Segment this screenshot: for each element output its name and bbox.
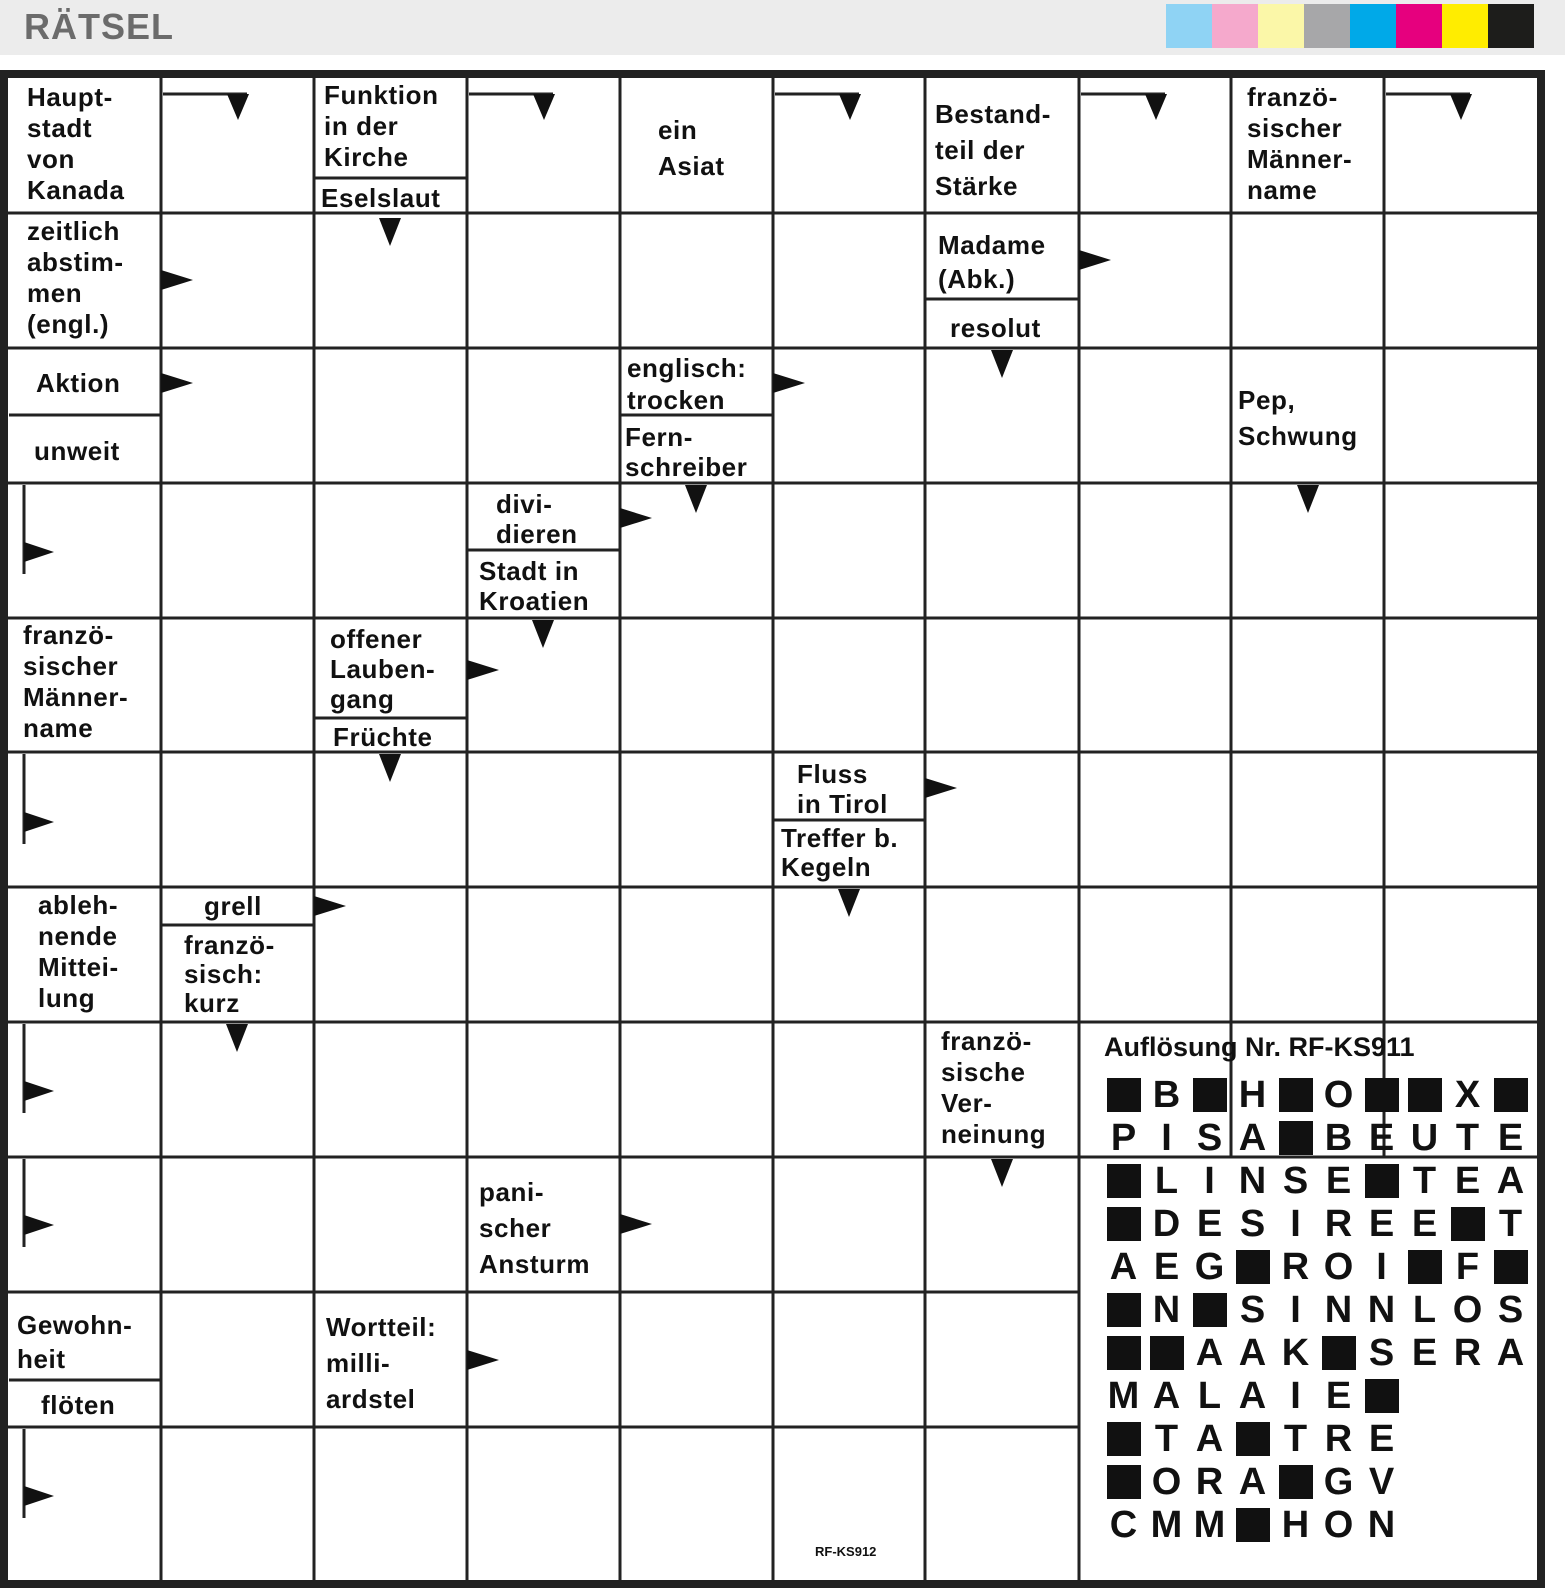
arrow-right-4 [773, 373, 805, 393]
solution-row-8 [1102, 1374, 1403, 1417]
solution-black-cell [1102, 1463, 1145, 1501]
clue-r7c2a: grell [204, 891, 262, 921]
solution-letter: G [1323, 1460, 1354, 1503]
solution-letter: A [1195, 1417, 1224, 1460]
solution-letter: S [1239, 1202, 1266, 1245]
solution-letter: V [1368, 1460, 1395, 1503]
solution-letter: S [1282, 1159, 1309, 1202]
clue-r1c5: ein Asiat [658, 115, 725, 181]
arrow-right-10 [467, 1350, 499, 1370]
clue-r9c4: pani- scher Ansturm [479, 1177, 591, 1279]
solution-black-cell [1403, 1076, 1446, 1114]
solution-black-cell [1489, 1248, 1532, 1286]
bent-arrow-flag-3 [24, 1081, 54, 1101]
color-swatch-5 [1350, 4, 1396, 48]
solution-letter: T [1283, 1417, 1308, 1460]
solution-row-4 [1102, 1202, 1532, 1245]
clue-r2c7b: resolut [950, 313, 1041, 343]
solution-row-2 [1102, 1116, 1532, 1159]
solution-black-cell [1403, 1248, 1446, 1286]
clue-r8c7: franzö- sische Ver- neinung [941, 1026, 1047, 1149]
arrow-right-1 [161, 270, 193, 290]
solution-letter: A [1496, 1331, 1525, 1374]
solution-letter: M [1107, 1374, 1140, 1417]
solution-letter: X [1454, 1073, 1481, 1116]
top-arrow-head-3 [839, 94, 861, 120]
color-swatch-8 [1488, 4, 1534, 48]
solution-letter: O [1323, 1503, 1354, 1546]
arrow-down-4 [1297, 485, 1319, 513]
solution-row-10 [1102, 1460, 1403, 1503]
solution-letter: N [1238, 1159, 1267, 1202]
solution-letter: K [1281, 1331, 1310, 1374]
solution-letter: I [1376, 1245, 1387, 1288]
clue-r10c1b: flöten [41, 1390, 116, 1420]
solution-letter: A [1238, 1116, 1267, 1159]
solution-black-cell [1102, 1291, 1145, 1329]
solution-black-cell [1188, 1291, 1231, 1329]
solution-letter: A [1109, 1245, 1138, 1288]
top-arrow-head-2 [533, 94, 555, 120]
solution-letter: M [1193, 1503, 1226, 1546]
color-swatch-4 [1304, 4, 1350, 48]
arrow-right-3 [161, 373, 193, 393]
solution-letter: O [1452, 1288, 1483, 1331]
top-arrow-head-5 [1450, 94, 1472, 120]
solution-letter: S [1368, 1331, 1395, 1374]
solution-letter: L [1412, 1288, 1437, 1331]
solution-black-cell [1274, 1076, 1317, 1114]
solution-letter: R [1281, 1245, 1310, 1288]
solution-letter: E [1325, 1159, 1352, 1202]
solution-letter: G [1194, 1245, 1225, 1288]
arrow-right-9 [620, 1214, 652, 1234]
bent-arrow-flag-1 [24, 542, 54, 562]
arrow-right-6 [467, 660, 499, 680]
solution-letter: E [1368, 1417, 1395, 1460]
clue-r1c3a: Funktion in der Kirche [324, 80, 439, 172]
solution-black-cell [1274, 1119, 1317, 1157]
clue-r2c7a: Madame (Abk.) [938, 230, 1046, 294]
solution-letter: S [1239, 1288, 1266, 1331]
clue-r10c3: Wortteil: milli- ardstel [326, 1312, 437, 1414]
solution-row-1 [1102, 1073, 1532, 1116]
solution-letter: A [1152, 1374, 1181, 1417]
solution-row-7 [1102, 1331, 1532, 1374]
clue-r3c1b: unweit [34, 436, 120, 466]
solution-letter: U [1410, 1116, 1439, 1159]
solution-letter: D [1152, 1202, 1181, 1245]
clue-r1c7: Bestand- teil der Stärke [935, 99, 1052, 201]
solution-letter: I [1161, 1116, 1172, 1159]
solution-letter: A [1238, 1374, 1267, 1417]
arrow-right-2 [1079, 250, 1111, 270]
top-arrow-head-1 [227, 94, 249, 120]
solution-letter: I [1290, 1288, 1301, 1331]
solution-letter: T [1455, 1116, 1480, 1159]
clue-r5c3b: Früchte [333, 722, 433, 752]
solution-letter: F [1455, 1245, 1480, 1288]
solution-letter: H [1238, 1073, 1267, 1116]
clue-r10c1a: Gewohn- heit [17, 1310, 133, 1374]
arrow-down-9 [991, 1159, 1013, 1187]
solution-black-cell [1102, 1076, 1145, 1114]
solution-black-cell [1231, 1248, 1274, 1286]
solution-black-cell [1446, 1205, 1489, 1243]
arrow-right-8 [314, 896, 346, 916]
solution-letter: I [1204, 1159, 1215, 1202]
clue-r3c1a: Aktion [36, 368, 121, 398]
clue-r1c3b: Eselslaut [321, 183, 441, 213]
solution-letter: O [1323, 1245, 1354, 1288]
solution-letter: O [1323, 1073, 1354, 1116]
clue-r6c6a: Fluss in Tirol [797, 759, 888, 819]
arrow-down-7 [838, 889, 860, 917]
arrow-down-6 [379, 754, 401, 782]
color-calibration-strip [1166, 4, 1534, 48]
solution-row-3 [1102, 1159, 1532, 1202]
bent-arrow-flag-5 [24, 1486, 54, 1506]
solution-letter: N [1324, 1288, 1353, 1331]
solution-letter: T [1154, 1417, 1179, 1460]
solution-letter: M [1150, 1503, 1183, 1546]
solution-letter: R [1324, 1417, 1353, 1460]
solution-row-5 [1102, 1245, 1532, 1288]
clue-r2c1: zeitlich abstim- men (engl.) [27, 216, 124, 339]
arrow-down-8 [226, 1024, 248, 1052]
solution-letter: E [1411, 1202, 1438, 1245]
color-swatch-3 [1258, 4, 1304, 48]
puzzle-code: RF-KS912 [815, 1544, 877, 1559]
solution-black-cell [1274, 1463, 1317, 1501]
solution-letter: S [1497, 1288, 1524, 1331]
solution-row-11 [1102, 1503, 1403, 1546]
clue-r7c2b: franzö- sisch: kurz [184, 930, 275, 1018]
solution-letter: E [1368, 1116, 1395, 1159]
solution-black-cell [1317, 1334, 1360, 1372]
header-bar [0, 0, 1565, 55]
solution-letter: I [1290, 1374, 1301, 1417]
solution-letter: T [1412, 1159, 1437, 1202]
solution-letter: S [1196, 1116, 1223, 1159]
top-arrow-head-4 [1145, 94, 1167, 120]
solution-letter: N [1367, 1503, 1396, 1546]
solution-letter: A [1195, 1331, 1224, 1374]
solution-letter: E [1153, 1245, 1180, 1288]
solution-letter: E [1497, 1116, 1524, 1159]
solution-letter: H [1281, 1503, 1310, 1546]
clue-r6c6b: Treffer b. Kegeln [781, 823, 899, 882]
bent-arrow-flag-2 [24, 812, 54, 832]
solution-black-cell [1489, 1076, 1532, 1114]
solution-letter: E [1411, 1331, 1438, 1374]
clue-r1c1: Haupt- stadt von Kanada [27, 82, 125, 205]
solution-letter: L [1197, 1374, 1222, 1417]
clue-r3c5b: Fern- schreiber [625, 422, 748, 482]
solution-letter: N [1367, 1288, 1396, 1331]
crossword-grid [0, 70, 1545, 1588]
solution-title: Auflösung Nr. RF-KS911 [1104, 1032, 1415, 1062]
clue-r4c4b: Stadt in Kroatien [479, 556, 590, 616]
color-swatch-2 [1212, 4, 1258, 48]
color-swatch-7 [1442, 4, 1488, 48]
solution-letter: E [1454, 1159, 1481, 1202]
solution-black-cell [1145, 1334, 1188, 1372]
solution-letter: C [1109, 1503, 1138, 1546]
clue-r7c1: ableh- nende Mittei- lung [38, 890, 119, 1013]
solution-letter: E [1196, 1202, 1223, 1245]
solution-letter: E [1368, 1202, 1395, 1245]
clue-r4c4a: divi- dieren [496, 489, 578, 549]
color-swatch-6 [1396, 4, 1442, 48]
solution-black-cell [1360, 1377, 1403, 1415]
solution-letter: R [1324, 1202, 1353, 1245]
solution-letter: A [1238, 1460, 1267, 1503]
clue-r5c3a: offener Lauben- gang [330, 624, 436, 714]
solution-letter: O [1151, 1460, 1182, 1503]
clue-r1c9: franzö- sischer Männer- name [1247, 82, 1353, 205]
arrow-right-7 [925, 778, 957, 798]
clue-r5c1: franzö- sischer Männer- name [23, 620, 129, 743]
bent-arrow-flag-4 [24, 1215, 54, 1235]
solution-letter: I [1290, 1202, 1301, 1245]
clue-r3c5a: englisch: trocken [627, 353, 747, 415]
solution-letter: N [1152, 1288, 1181, 1331]
arrow-down-5 [532, 620, 554, 648]
solution-letter: P [1110, 1116, 1137, 1159]
solution-letter: T [1498, 1202, 1523, 1245]
solution-letter: L [1154, 1159, 1179, 1202]
solution-black-cell [1102, 1334, 1145, 1372]
arrow-right-5 [620, 508, 652, 528]
solution-black-cell [1231, 1420, 1274, 1458]
solution-letter: E [1325, 1374, 1352, 1417]
solution-row-6 [1102, 1288, 1532, 1331]
solution-row-9 [1102, 1417, 1403, 1460]
solution-black-cell [1231, 1506, 1274, 1544]
solution-black-cell [1360, 1162, 1403, 1200]
solution-black-cell [1102, 1162, 1145, 1200]
arrow-down-1 [379, 218, 401, 246]
solution-letter: R [1453, 1331, 1482, 1374]
solution-black-cell [1102, 1205, 1145, 1243]
solution-letter: B [1152, 1073, 1181, 1116]
solution-black-cell [1102, 1420, 1145, 1458]
solution-black-cell [1188, 1076, 1231, 1114]
page-title: RÄTSEL [24, 6, 174, 47]
solution-letter: A [1496, 1159, 1525, 1202]
solution-letter: R [1195, 1460, 1224, 1503]
solution-letter: A [1238, 1331, 1267, 1374]
arrow-down-2 [991, 350, 1013, 378]
solution-letter: B [1324, 1116, 1353, 1159]
arrow-down-3 [685, 485, 707, 513]
solution-black-cell [1360, 1076, 1403, 1114]
clue-r3c9: Pep, Schwung [1238, 385, 1358, 451]
color-swatch-1 [1166, 4, 1212, 48]
